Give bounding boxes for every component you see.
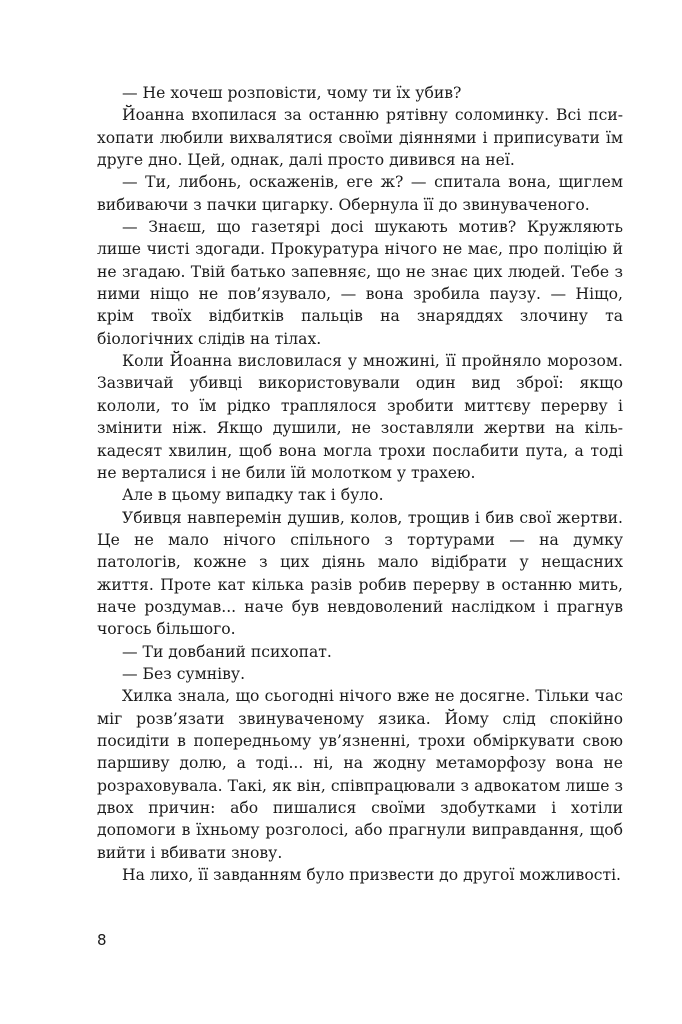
paragraph: — Знаєш, що газетярі досі шукають мотив? Кружляють лише чисті здогади. Прокуратура нічого не має, про поліцію й не згадаю. Твій батько запевняє, що не знає цих людей. Тебе з ними ніщо не пов’язувало, — вона зробила паузу. — Ніщо, крім твоїх відбитків пальців на знаряддях злочину та біологічних слідів на тілах. [97, 218, 623, 348]
page-number: 8 [97, 931, 107, 949]
paragraph: — Ти, либонь, оскаженів, еге ж? — спитала вона, щиглем вибиваючи з пачки цигарку. Обернула її до звинуваченого. [97, 173, 623, 214]
paragraph: Але в цьому випадку так і було. [122, 486, 384, 505]
body-text [97, 82, 623, 886]
paragraph: — Не хочеш розповісти, чому ти їх убив? [122, 84, 462, 102]
paragraph: Хилка знала, що сьогодні нічого вже не досягне. Тільки час міг розв’язати звинуваченому язика. Йому слід спокійно посидіти в попередньому ув’язненні, трохи обміркувати свою паршиву долю, а тоді... ні, на жодну метаморфозу вона не розраховувала. Такі, як він, співпрацювали з адвокатом лише з двох причин: або пишалися своїми здобутками і хотіли допомоги в їхньому розголосі, або прагнули виправдання, щоб вийти і вбивати знову. [97, 687, 623, 862]
paragraph: На лихо, її завданням було призвести до другої можливості. [122, 866, 622, 885]
paragraph: — Ти довбаний психопат. [122, 642, 332, 661]
paragraph: Коли Йоанна висловилася у множині, її пройняло морозом. Зазвичай убивці використовували один вид зброї: якщо кололи, то їм рідко траплялося зробити миттєву перерву і змінити ніж. Якщо душили, не зоставляли жертви на кількадесят хвилин, щоб вона могла трохи послабити пута, а тоді не верталися і не били їй молотком у трахею. [97, 352, 623, 482]
paragraph: Йоанна вхопилася за останню рятівну соломинку. Всі психопати любили вихвалятися своїми діяннями і приписувати їм друге дно. Цей, однак, далі просто дивився на неї. [97, 106, 623, 170]
paragraph: Убивця навперемін душив, колов, трощив і бив свої жертви. Це не мало нічого спільного з тортурами — на думку патологів, кожне з цих діянь мало відібрати у нещасних життя. Проте кат кілька разів робив перерву в останню мить, наче роздумав... наче був невдоволений наслідком і прагнув чогось більшого. [97, 508, 623, 639]
paragraph: — Без сумніву. [122, 664, 246, 683]
